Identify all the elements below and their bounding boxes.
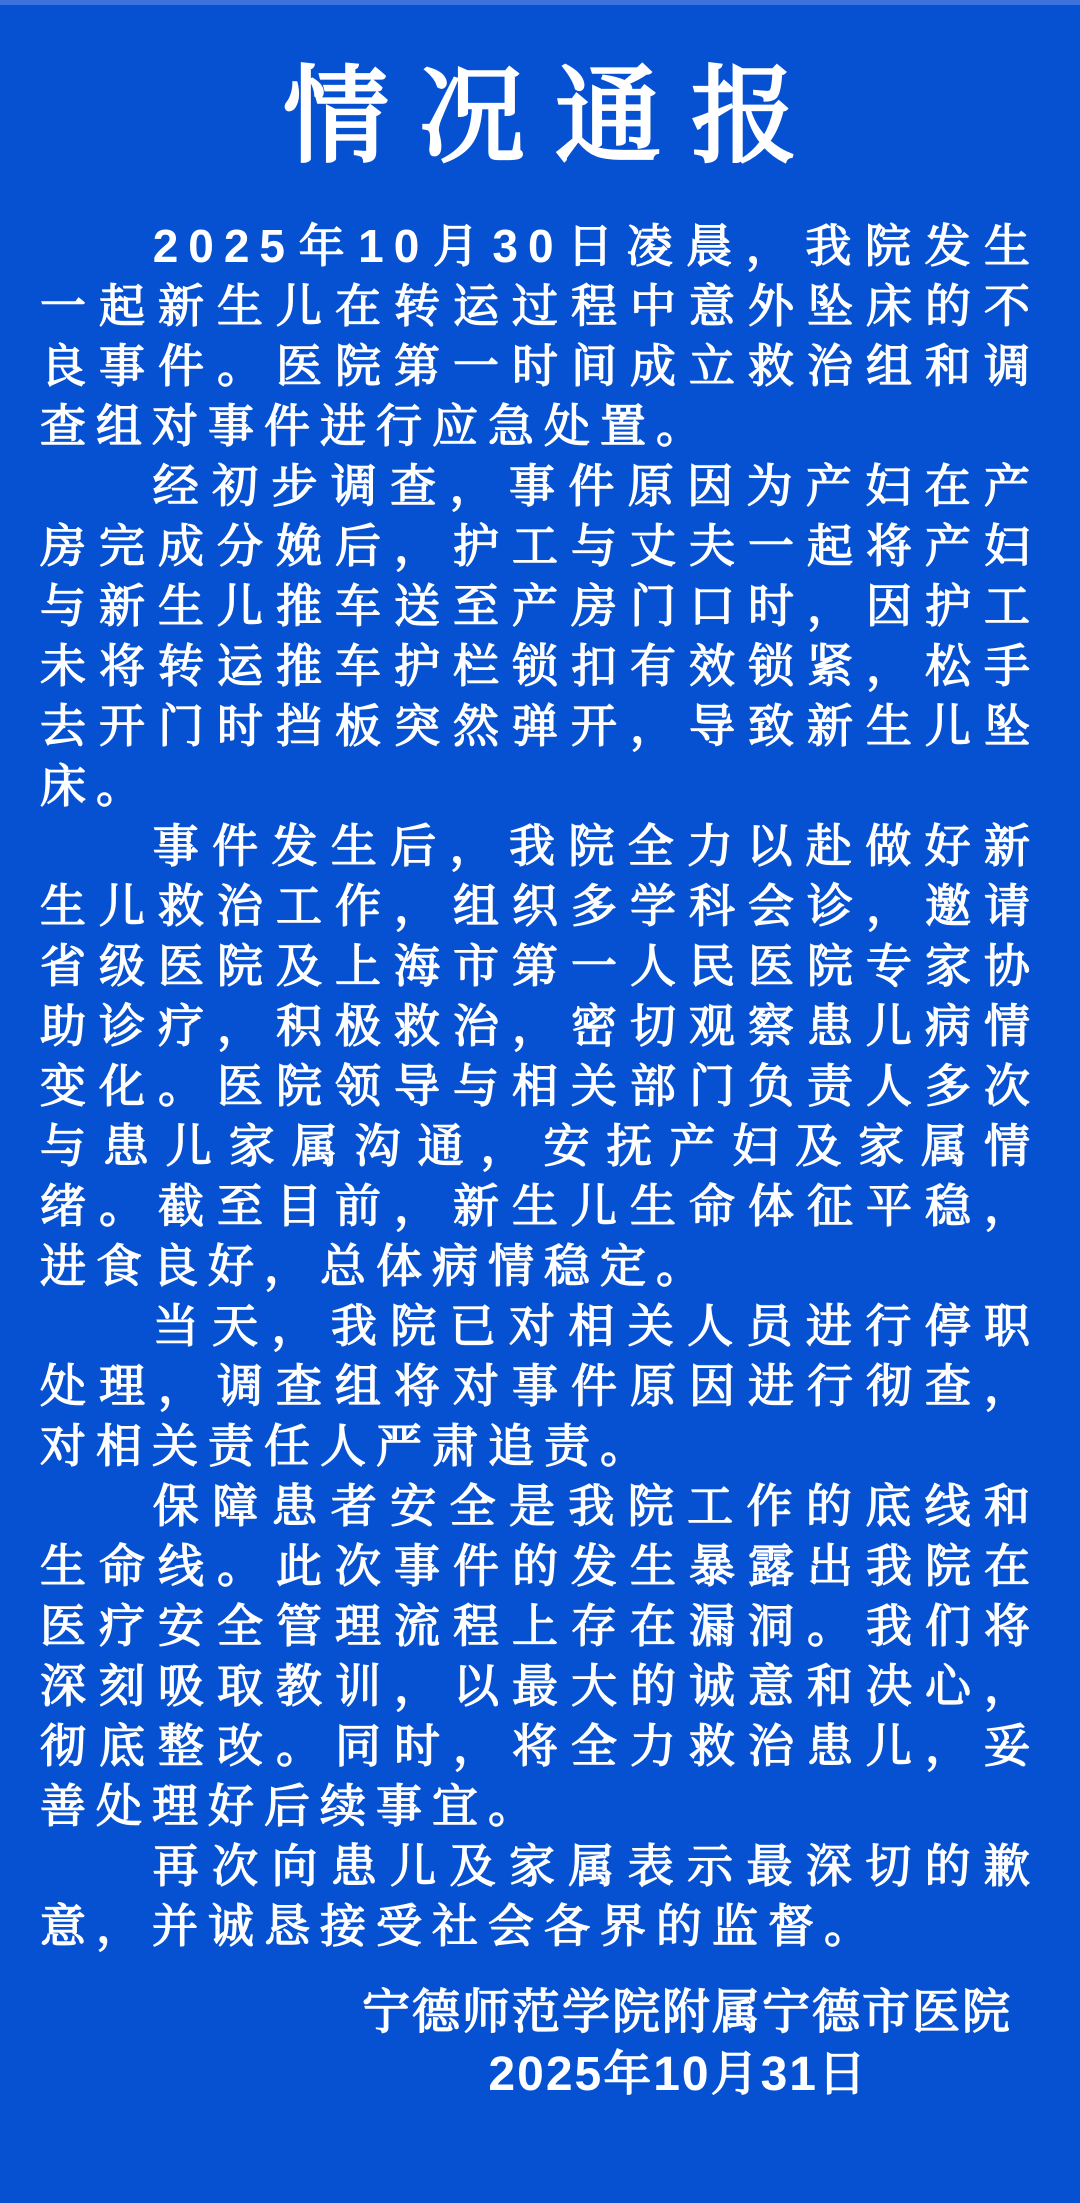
notice-paragraph-1: 2025年10月30日凌晨，我院发生一起新生儿在转运过程中意外坠床的不良事件。医院第一时间成立救治组和调查组对事件进行应急处置。 [40,220,1040,452]
notice-paragraph-6: 再次向患儿及家属表示最深切的歉意，并诚恳接受社会各界的监督。 [40,1840,1040,1952]
signature-block [0,1982,1080,2106]
top-edge-strip [0,0,1080,5]
notice-title: 情况通报 [283,59,827,176]
notice-paragraph-5: 保障患者安全是我院工作的底线和生命线。此次事件的发生暴露出我院在医疗安全管理流程上存在漏洞。我们将深刻吸取教训，以最大的诚意和决心，彻底整改。同时，将全力救治患儿，妥善处理好后续事宜。 [40,1480,1040,1832]
notice-paragraph-2: 经初步调查，事件原因为产妇在产房完成分娩后，护工与丈夫一起将产妇与新生儿推车送至产房门口时，因护工未将转运推车护栏锁扣有效锁紧，松手去开门时挡板突然弹开，导致新生儿坠床。 [40,460,1040,812]
notice-paragraph-3: 事件发生后，我院全力以赴做好新生儿救治工作，组织多学科会诊，邀请省级医院及上海市第一人民医院专家协助诊疗，积极救治，密切观察患儿病情变化。医院领导与相关部门负责人多次与患儿家属沟通，安抚产妇及家属情绪。截至目前，新生儿生命体征平稳，进食良好，总体病情稳定。 [40,820,1040,1292]
notice-paragraph-4: 当天，我院已对相关人员进行停职处理，调查组将对事件原因进行彻查，对相关责任人严肃追责。 [40,1300,1040,1472]
issuer-name: 宁德师范学院附属宁德市医院 [361,1986,1012,2039]
issue-date: 2025年10月31日 [488,2048,868,2101]
notice-body [40,216,1040,1956]
